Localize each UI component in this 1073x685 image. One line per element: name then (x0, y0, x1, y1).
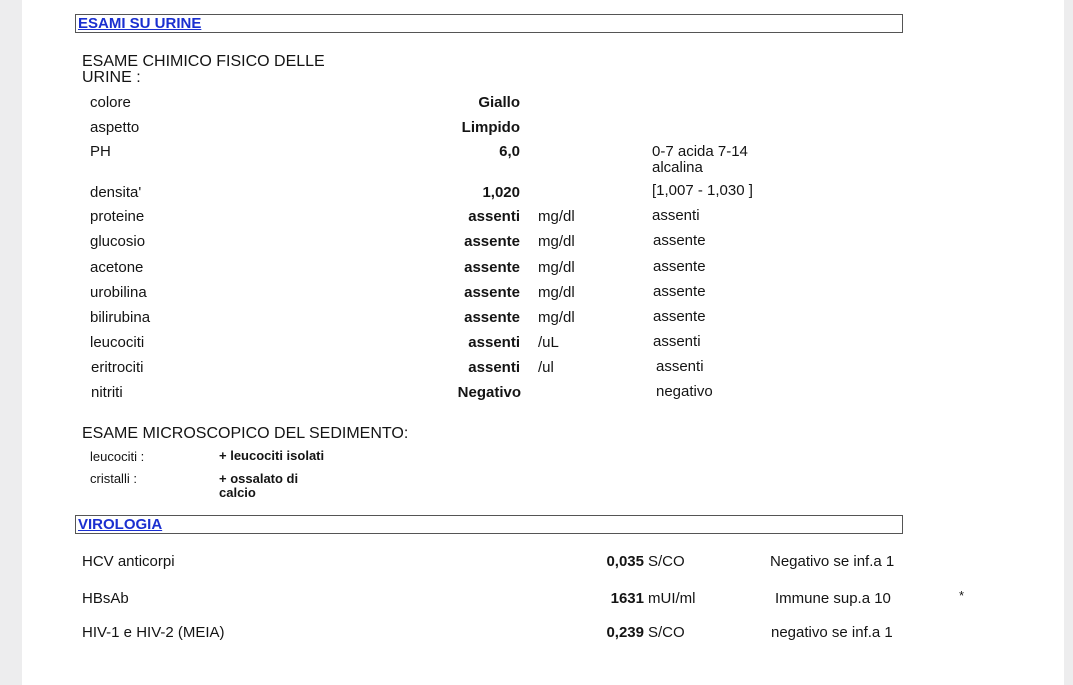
result-unit: mg/dl (538, 284, 575, 301)
result-label: PH (90, 143, 111, 160)
reference-range: assente (653, 232, 706, 249)
result-unit: mg/dl (538, 208, 575, 225)
microscopic-label: leucociti : (90, 449, 145, 464)
result-value: Negativo (457, 384, 521, 401)
result-value: assente (464, 284, 520, 301)
reference-range: 0-7 acida 7-14 (652, 143, 748, 160)
reference-range: assenti (652, 207, 700, 224)
virology-label: HCV anticorpi (82, 553, 175, 570)
microscopic-exam-header: ESAME MICROSCOPICO DEL SEDIMENTO: (82, 425, 409, 442)
virology-reference: negativo se inf.a 1 (771, 624, 893, 641)
microscopic-value: + ossalato di (219, 471, 299, 486)
result-label: densita' (90, 184, 142, 201)
reference-range: assente (653, 258, 706, 275)
microscopic-value-cont: calcio (219, 485, 256, 500)
virology-value: 0,239 (606, 624, 644, 641)
result-label: aspetto (90, 119, 140, 136)
reference-range: negativo (656, 383, 713, 400)
result-unit: mg/dl (538, 309, 575, 326)
report-page (22, 0, 1064, 685)
result-value: 1,020 (482, 184, 520, 201)
section-virology-header (75, 515, 903, 534)
virology-unit: S/CO (648, 553, 685, 570)
result-value: assente (464, 309, 520, 326)
reference-range: [1,007 - 1,030 ] (652, 182, 753, 199)
result-label: glucosio (90, 233, 146, 250)
chemical-exam-header: ESAME CHIMICO FISICO DELLE (82, 53, 325, 70)
result-label: bilirubina (90, 309, 151, 326)
result-unit: mg/dl (538, 233, 575, 250)
result-unit: /ul (538, 359, 554, 376)
reference-range-cont: alcalina (652, 159, 703, 176)
result-value: assente (464, 233, 520, 250)
result-label: urobilina (90, 284, 147, 301)
result-label: leucociti (90, 334, 145, 351)
virology-value: 0,035 (606, 553, 644, 570)
result-value: 6,0 (499, 143, 520, 160)
reference-range: assenti (653, 333, 701, 350)
result-label: eritrociti (91, 359, 144, 376)
result-value: Giallo (478, 94, 520, 111)
result-value: assenti (468, 359, 520, 376)
virology-value: 1631 (610, 590, 644, 607)
section-urine-header (75, 14, 903, 33)
microscopic-label: cristalli : (90, 471, 137, 486)
result-label: acetone (90, 259, 144, 276)
result-unit: /uL (538, 334, 559, 351)
microscopic-value: + leucociti isolati (219, 448, 325, 463)
result-value: assenti (468, 208, 520, 225)
virology-unit: mUI/ml (648, 590, 696, 607)
virology-reference: Negativo se inf.a 1 (770, 553, 895, 570)
virology-label: HIV-1 e HIV-2 (MEIA) (82, 624, 225, 641)
reference-range: assenti (656, 358, 704, 375)
result-value: Limpido (461, 119, 520, 136)
virology-unit: S/CO (648, 624, 685, 641)
result-value: assenti (468, 334, 520, 351)
section-urine-title: ESAMI SU URINE (78, 15, 202, 32)
chemical-exam-header-cont: URINE : (82, 69, 141, 86)
result-label: colore (90, 94, 131, 111)
virology-flag: * (959, 588, 965, 603)
result-unit: mg/dl (538, 259, 575, 276)
reference-range: assente (653, 308, 706, 325)
result-value: assente (464, 259, 520, 276)
result-label: nitriti (91, 384, 123, 401)
section-virology-title: VIROLOGIA (78, 516, 163, 533)
virology-label: HBsAb (82, 590, 129, 607)
result-label: proteine (90, 208, 145, 225)
virology-reference: Immune sup.a 10 (775, 590, 891, 607)
reference-range: assente (653, 283, 706, 300)
